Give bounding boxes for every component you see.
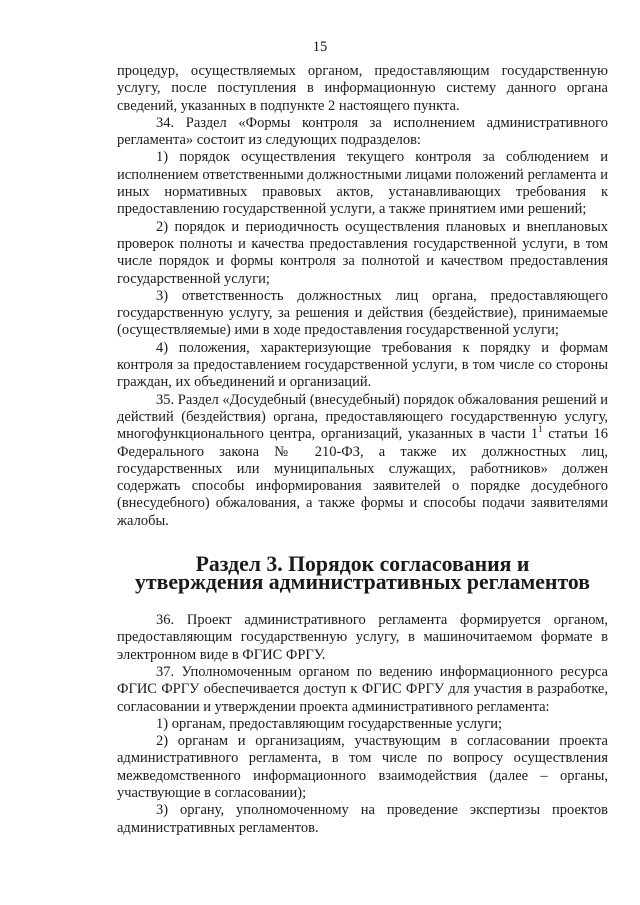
paragraph-37-item-2: 2) органам и организациям, участвующим в согласовании проекта административного регламента, в том числе по вопросу осуществления межведомственного информационного взаимодействия (далее – органы, участвующие в согласовании); xyxy=(117,733,608,801)
paragraph-35-text-a: 35. Раздел «Досудебный (внесудебный) порядок обжалования решений и действий (бездействия) органа, предоставляющего государственную услугу, многофункционального центра, организаций, указанных в части 1 xyxy=(117,391,608,443)
paragraph-continuation: процедур, осуществляемых органом, предоставляющим государственную услугу, после поступления в информационную систему данного органа сведений, указанных в подпункте 2 настоящего пункта. xyxy=(117,63,608,114)
section-3-heading: Раздел 3. Порядок согласования и утверждения административных регламентов xyxy=(135,552,590,594)
paragraph-37: 37. Уполномоченным органом по ведению информационного ресурса ФГИС ФРГУ обеспечивается доступ к ФГИС ФРГУ для участия в разработке, согласовании и утверждении проекта административного регламента: xyxy=(117,663,608,715)
paragraph-37-item-1: 1) органам, предоставляющим государственные услуги; xyxy=(156,715,502,732)
paragraph-35-text-b: статьи 16 Федерального закона № 210-ФЗ, а также их должностных лиц, государственных или муниципальных служащих, работников» должен содержать способы информирования заявителей о порядке досудебного (внесудебного) обжалования, а также формы и способы подачи заявителями жалобы. xyxy=(117,426,608,529)
paragraph-34-item-4: 4) положения, характеризующие требования к порядку и формам контроля за предоставлением государственной услуги, в том числе со стороны граждан, их объединений и организаций. xyxy=(117,339,608,391)
paragraph-35-superscript: 1 xyxy=(538,424,543,435)
paragraph-34-item-1: 1) порядок осуществления текущего контроля за соблюдением и исполнением ответственными должностными лицами положений регламента и иных нормативных правовых актов, устанавливающих требования к предоставлению государственной услуги, а также принятием ими решений; xyxy=(117,149,608,218)
paragraph-34-item-2: 2) порядок и периодичность осуществления плановых и внеплановых проверок полноты и качества предоставления государственной услуги, в том числе порядок и формы контроля за полнотой и качеством предоставления государственной услуги; xyxy=(117,218,608,287)
paragraph-37-item-3: 3) органу, уполномоченному на проведение экспертизы проектов административных регламентов. xyxy=(117,802,608,836)
paragraph-35 xyxy=(117,392,608,530)
paragraph-36: 36. Проект административного регламента формируется органом, предоставляющим государственную услугу, в машиночитаемом формате в электронном виде в ФГИС ФРГУ. xyxy=(117,612,608,663)
paragraph-34-item-3: 3) ответственность должностных лиц органа, предоставляющего государственную услугу, за решения и действия (бездействие), принимаемые (осуществляемые) ими в ходе предоставления государственной услуги; xyxy=(117,287,608,339)
page-content xyxy=(117,63,608,837)
paragraph-34: 34. Раздел «Формы контроля за исполнением административного регламента» состоит из следующих подразделов: xyxy=(117,114,608,149)
page-number: 15 xyxy=(312,39,328,55)
